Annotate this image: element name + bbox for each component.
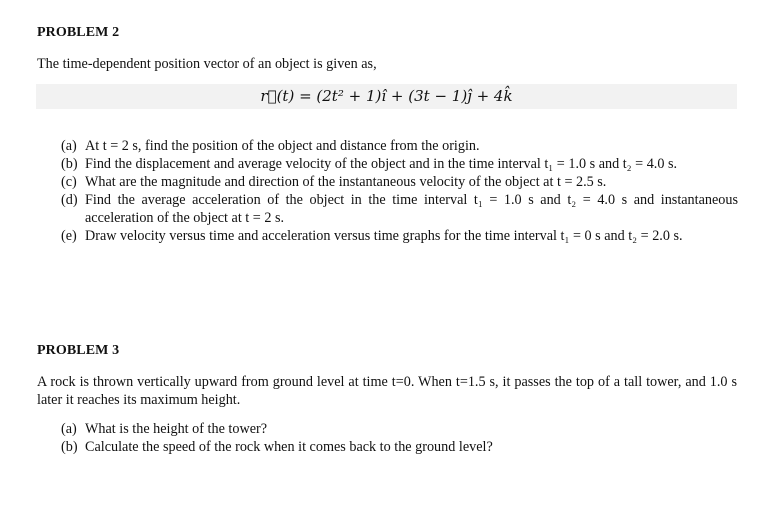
question-label: (a) [61, 138, 77, 154]
position-vector-equation: r⃗(t) = (2t² + 1)î + (3t − 1)ĵ + 4k̂ [260, 87, 513, 105]
question-text: Find the displacement and average velocity of the object and in the time interval t₁ = 1.0 s and t₂ = 4.0 s. [85, 156, 678, 172]
question-text: Calculate the speed of the rock when it comes back to the ground level? [85, 439, 493, 455]
problem-3-heading: PROBLEM 3 [37, 343, 120, 358]
question-item [61, 191, 738, 227]
question-label: (b) [61, 439, 78, 455]
question-item [61, 173, 738, 191]
question-text: Find the average acceleration of the object in the time interval t₁ = 1.0 s and t₂ = 4.0 s and instantaneous acceleration of the object at t = 2 s. [85, 192, 738, 226]
question-label: (a) [61, 421, 77, 437]
question-text: Draw velocity versus time and acceleration versus time graphs for the time interval t₁ = 0 s and t₂ = 2.0 s. [85, 228, 683, 244]
question-label: (b) [61, 156, 78, 172]
question-item [61, 420, 738, 438]
question-label: (d) [61, 192, 78, 208]
question-text: At t = 2 s, find the position of the object and distance from the origin. [85, 138, 480, 154]
equation-block [36, 84, 737, 109]
problem-2-questions [61, 137, 738, 245]
question-item [61, 155, 738, 173]
question-text: What are the magnitude and direction of the instantaneous velocity of the object at t = 2.5 s. [85, 174, 607, 190]
problem-2-heading: PROBLEM 2 [37, 25, 120, 40]
question-item [61, 438, 738, 456]
question-item [61, 227, 738, 245]
question-text: What is the height of the tower? [85, 421, 268, 437]
question-label: (c) [61, 174, 77, 190]
problem-3-questions [61, 420, 738, 456]
problem-2-intro: The time-dependent position vector of an object is given as, [37, 56, 377, 72]
question-item [61, 137, 738, 155]
question-label: (e) [61, 228, 77, 244]
problem-3-intro: A rock is thrown vertically upward from ground level at time t=0. When t=1.5 s, it passes the top of a tall tower, and 1.0 s later it reaches its maximum height. [37, 374, 737, 408]
